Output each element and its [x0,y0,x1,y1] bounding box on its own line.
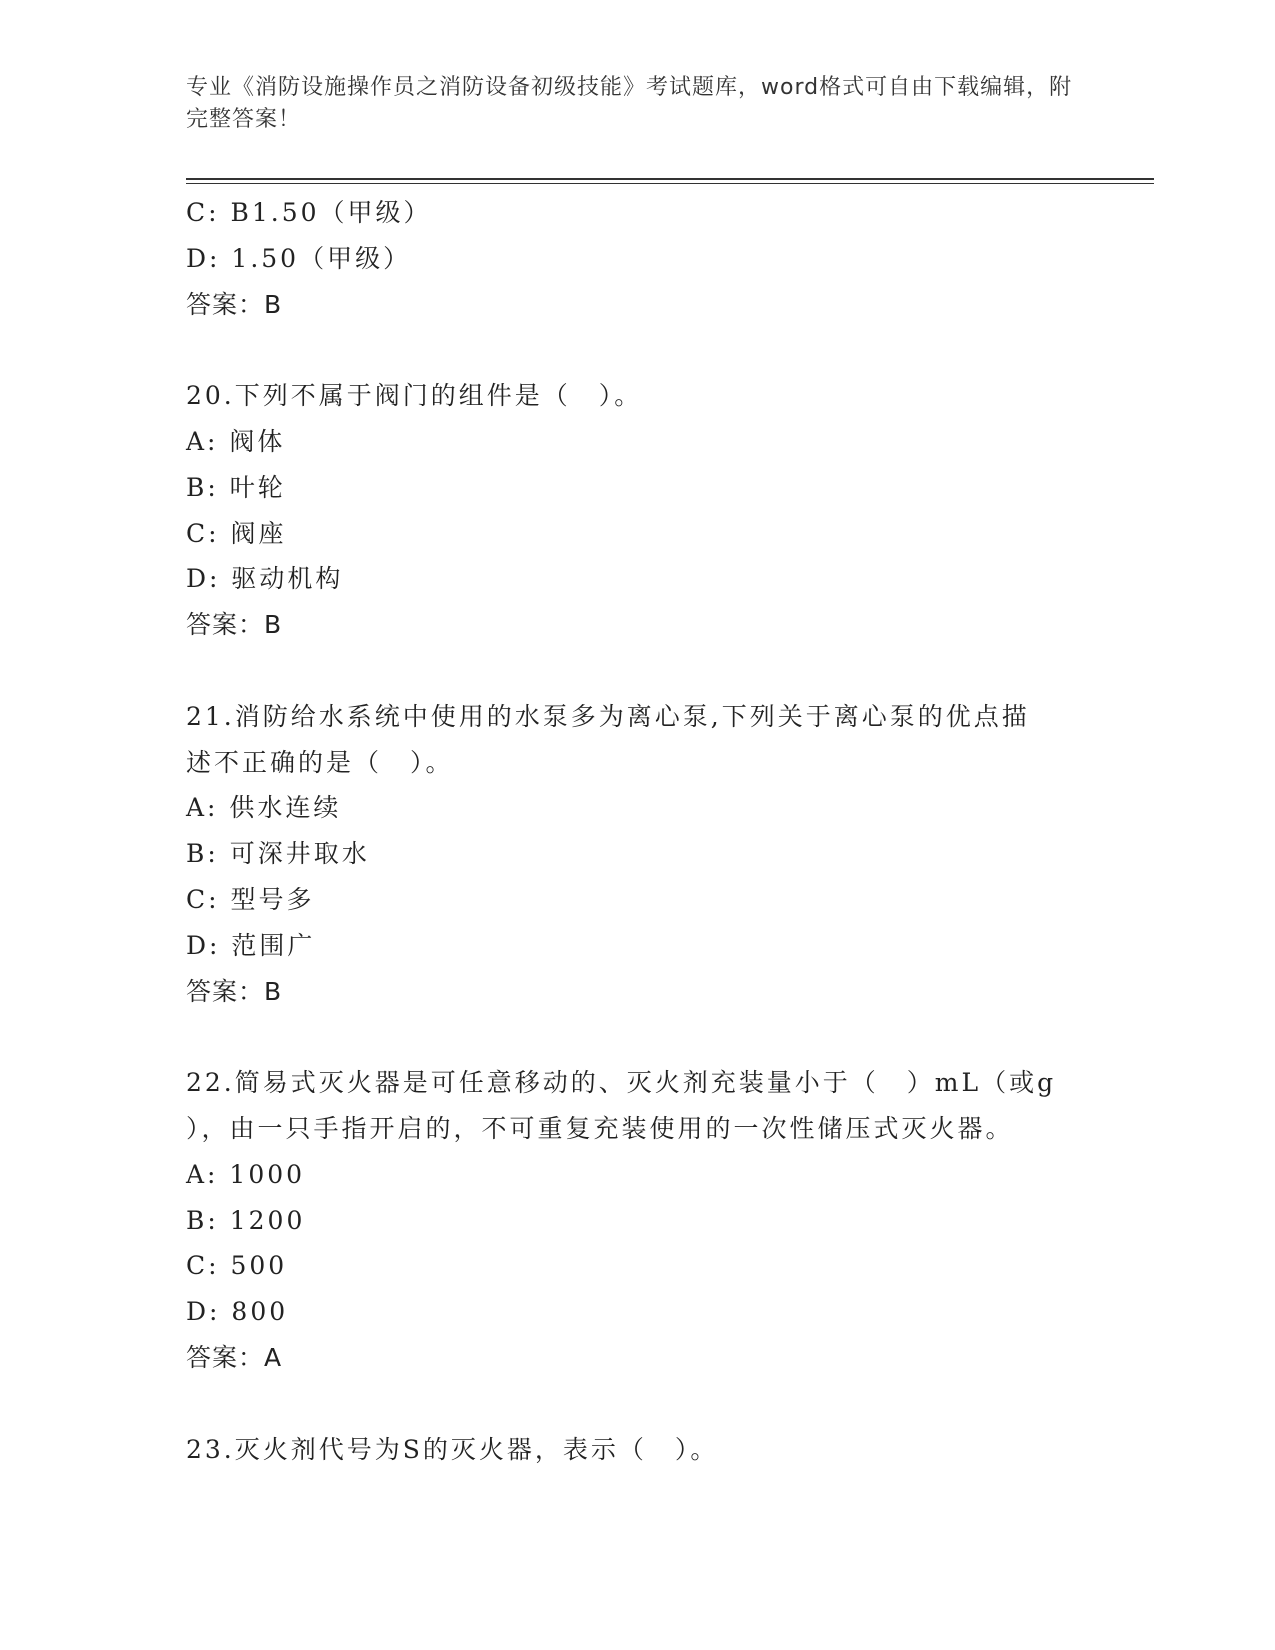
question-20 [186,373,1076,648]
question-stem-line-2: 述不正确的是（ ）。 [186,747,454,777]
question-stem-line-1: 21.消防给水系统中使用的水泵多为离心泵,下列关于离心泵的优点描 [186,701,1030,731]
option-c: C: B1.50（甲级） [186,198,432,227]
question-list [186,190,1076,1472]
spacer [186,1014,1076,1060]
question-19-fragment [186,190,1076,327]
option-a: A: 供水连续 [186,793,342,823]
option-d: D: 800 [186,1297,289,1327]
answer: 答案：B [186,610,283,640]
header-rule-thick [186,178,1154,180]
option-d: D: 1.50（甲级） [186,243,412,273]
answer: 答案：B [186,976,283,1006]
question-23 [186,1427,1076,1473]
spacer [186,648,1076,694]
answer: 答案：B [186,289,283,319]
question-stem: 20.下列不属于阀门的组件是（ ）。 [186,381,643,411]
option-a: A: 1000 [186,1159,306,1189]
option-b: B: 1200 [186,1205,306,1235]
option-b: B: 可深井取水 [186,839,370,869]
answer: 答案：A [186,1342,283,1372]
spacer [186,327,1076,373]
option-d: D: 驱动机构 [186,564,344,594]
option-d: D: 范围广 [186,930,316,960]
question-22 [186,1060,1076,1381]
spacer [186,1381,1076,1427]
option-c: C: 阀座 [186,518,287,548]
option-a: A: 阀体 [186,426,286,456]
option-c: C: 型号多 [186,884,315,914]
question-stem-line-2: ），由一只手指开启的，不可重复充装使用的一次性储压式灭火器。 [186,1113,1014,1143]
document-header: 专业《消防设施操作员之消防设备初级技能》考试题库，word格式可自由下载编辑，附完整答案！ [186,75,1073,132]
question-21 [186,694,1076,1015]
option-b: B: 叶轮 [186,472,286,502]
header-rule-thin [186,183,1154,184]
question-stem-line-1: 22.简易式灭火器是可任意移动的、灭火剂充装量小于（ ）mL（或g [186,1068,1057,1098]
question-stem: 23.灭火剂代号为S的灭火器，表示（ ）。 [186,1434,719,1464]
option-c: C: 500 [186,1251,288,1281]
